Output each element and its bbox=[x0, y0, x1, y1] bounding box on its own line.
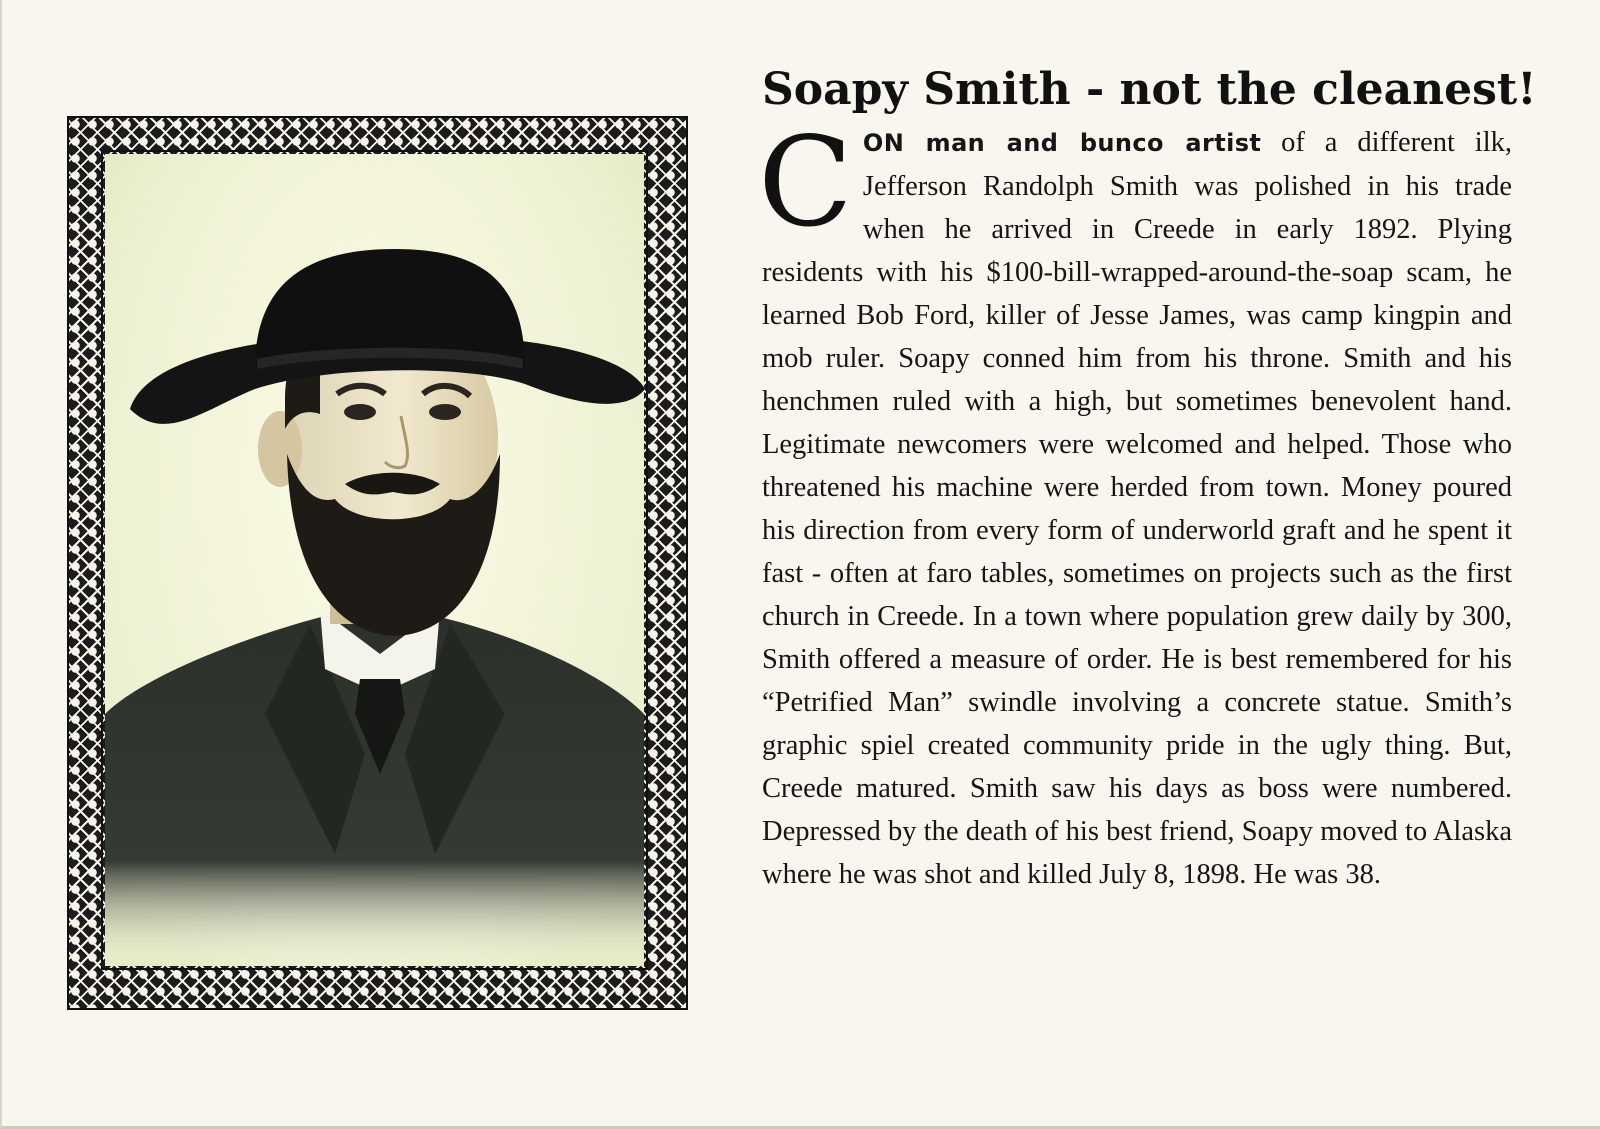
ornamental-frame bbox=[67, 116, 688, 1010]
right-eye bbox=[429, 404, 461, 420]
portrait-illustration bbox=[105, 154, 644, 966]
article-body bbox=[758, 111, 1512, 896]
drop-cap: C bbox=[758, 111, 853, 255]
portrait-photo bbox=[105, 154, 644, 966]
page-title: Soapy Smith - not the cleanest! bbox=[762, 64, 1537, 115]
left-eye bbox=[344, 404, 376, 420]
article-text: of a different ilk, Jefferson Randolph Smith was polished in his trade when he arrived in Creede in early 1892. Plying residents with his $100-bill-wrapped-around-the-soap scam, he learned Bob Ford, killer of Jesse James, was camp kingpin and mob ruler. Soapy conned him from his throne. Smith and his henchmen ruled with a high, but sometimes benevolent hand. Legitimate newcomers were welcomed and helped. Those who threatened his machine were herded from town. Money poured his direction from every form of underworld graft and he spent it fast - often at faro tables, sometimes on projects such as the first church in Creede. In a town where population grew daily by 300, Smith offered a measure of order. He is best remembered for his “Petrified Man” swindle involving a concrete statue. Smith’s graphic spiel created community pride in the ugly thing. But, Creede matured. Smith saw his days as boss were numbered. Depressed by the death of his best friend, Soapy moved to Alaska where he was shot and killed July 8, 1898. He was 38. bbox=[762, 127, 1512, 890]
article-lead-in: ON man and bunco artist bbox=[862, 129, 1262, 157]
